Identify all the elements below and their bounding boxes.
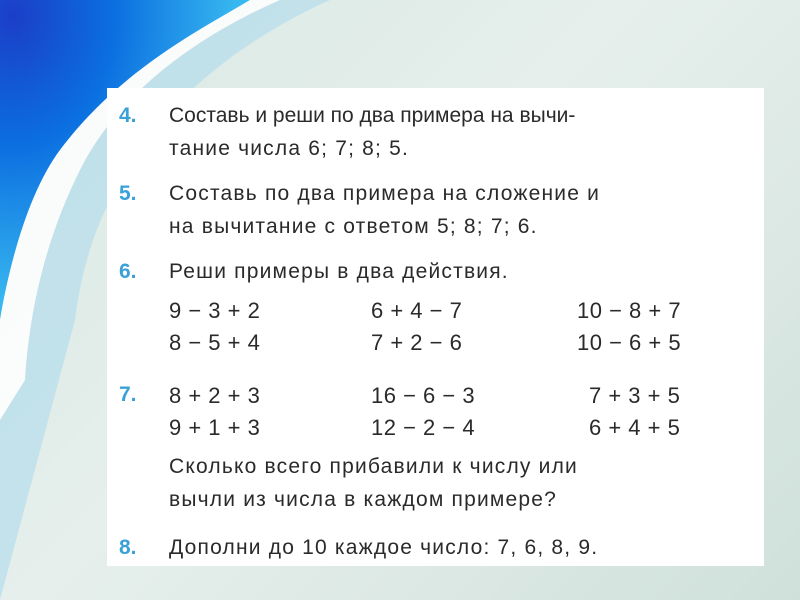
math-example: 8 − 5 + 4 xyxy=(169,330,261,355)
math-example: 12 − 2 − 4 xyxy=(371,415,476,440)
math-example: 10 − 8 + 7 xyxy=(577,298,682,323)
math-example: 16 − 6 − 3 xyxy=(371,383,476,408)
task-number: 7. xyxy=(119,383,137,406)
task-text-line: на вычитание с ответом 5; 8; 7; 6. xyxy=(169,215,538,238)
task-text-line: тание числа 6; 7; 8; 5. xyxy=(169,137,409,160)
math-example: 9 + 1 + 3 xyxy=(169,415,261,440)
task-number: 6. xyxy=(119,260,137,283)
math-example: 7 + 3 + 5 xyxy=(589,383,681,408)
task-text-line: Составь по два примера на сложение и xyxy=(169,182,601,205)
textbook-page xyxy=(107,88,764,566)
task-number: 4. xyxy=(119,104,137,127)
math-example: 6 + 4 − 7 xyxy=(371,298,463,323)
task-number: 8. xyxy=(119,536,137,559)
task-text-line: Дополни до 10 каждое число: 7, 6, 8, 9. xyxy=(169,536,599,559)
task-number: 5. xyxy=(119,182,137,205)
task-text-line: Реши примеры в два действия. xyxy=(169,260,509,283)
task-text-line: Сколько всего прибавили к числу или xyxy=(169,455,578,478)
math-example: 9 − 3 + 2 xyxy=(169,298,261,323)
math-example: 8 + 2 + 3 xyxy=(169,383,261,408)
math-example: 10 − 6 + 5 xyxy=(577,330,682,355)
task-text-line: Составь и реши по два примера на вычи- xyxy=(169,104,576,127)
math-example: 7 + 2 − 6 xyxy=(371,330,463,355)
math-example: 6 + 4 + 5 xyxy=(589,415,681,440)
task-text-line: вычли из числа в каждом примере? xyxy=(169,488,558,511)
